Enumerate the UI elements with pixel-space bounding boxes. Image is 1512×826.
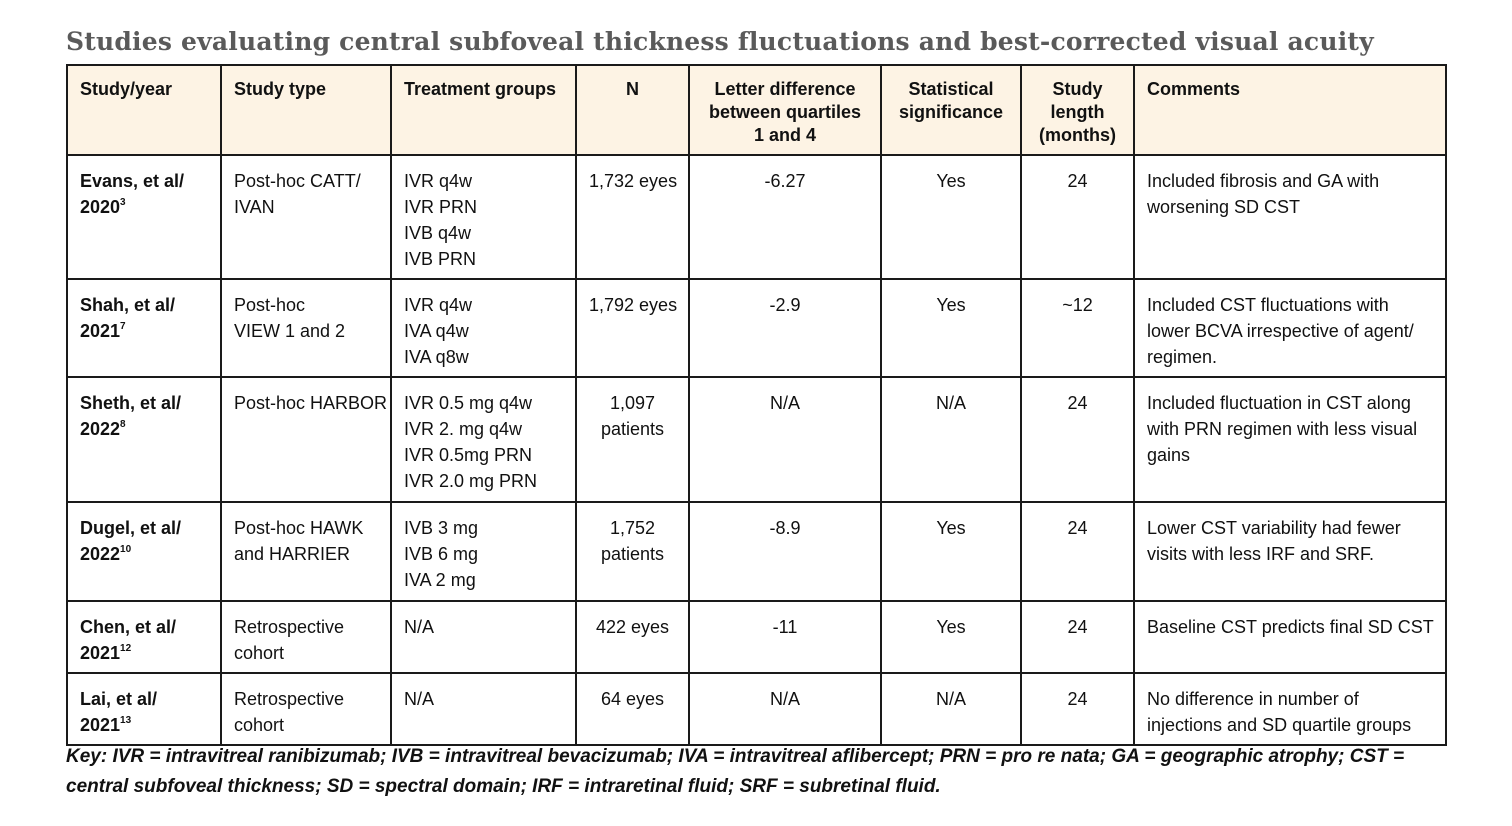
study-year: 2021 xyxy=(80,643,121,663)
study-author: Lai, et al/ xyxy=(80,689,158,709)
sample-size-line: patients xyxy=(600,544,665,564)
cell-study-year xyxy=(67,377,221,502)
study-author: Chen, et al/ xyxy=(80,617,177,637)
col-header-study-length: Study length (months) xyxy=(1021,65,1134,155)
cell-n xyxy=(576,601,689,673)
cell-comments xyxy=(1134,601,1446,673)
study-author: Shah, et al/ xyxy=(80,295,176,315)
study-year-line xyxy=(80,318,208,344)
study-year-line xyxy=(80,712,208,738)
table-row xyxy=(67,601,1446,673)
cell-statistical-significance: Yes xyxy=(881,502,1021,601)
col-header-study-type: Study type xyxy=(221,65,391,155)
reference-number: 3 xyxy=(120,197,126,208)
sample-size-line: 1,752 xyxy=(609,518,656,538)
cell-letter-difference: -11 xyxy=(689,601,881,673)
study-year: 2021 xyxy=(80,321,121,341)
comment-line: Lower CST variability had fewer xyxy=(1147,518,1401,538)
study-year-line xyxy=(80,416,208,442)
treatment-group: IVA 2 mg xyxy=(404,570,476,590)
table-row xyxy=(67,377,1446,502)
cell-comments xyxy=(1134,279,1446,377)
treatment-group: IVR q4w xyxy=(404,295,473,315)
studies-table xyxy=(66,64,1447,746)
sample-size-line: 1,732 eyes xyxy=(589,171,678,191)
col-header-treatment-groups: Treatment groups xyxy=(391,65,576,155)
study-author: Sheth, et al/ xyxy=(80,393,182,413)
comment-line: Baseline CST predicts final SD CST xyxy=(1147,617,1434,637)
cell-letter-difference: N/A xyxy=(689,673,881,745)
cell-study-year xyxy=(67,155,221,279)
abbreviation-key: Key: IVR = intravitreal ranibizumab; IVB = intravitreal bevacizumab; IVA = intravitreal aflibercept; PRN = pro re nata; GA = geographic atrophy; CST = central subfoveal thickness; SD = spectral domain; IRF = intraretinal fluid; SRF = subretinal fluid. xyxy=(66,746,1405,797)
study-author: Evans, et al/ xyxy=(80,171,185,191)
table-row xyxy=(67,155,1446,279)
cell-study-length: 24 xyxy=(1021,377,1134,502)
cell-study-length: 24 xyxy=(1021,155,1134,279)
table-body xyxy=(67,155,1446,745)
treatment-group: IVR 0.5 mg q4w xyxy=(404,393,533,413)
study-type-line: Post-hoc HAWK xyxy=(234,518,364,538)
study-author: Dugel, et al/ xyxy=(80,518,182,538)
cell-study-type xyxy=(221,377,391,502)
sample-size-line: 64 eyes xyxy=(600,689,665,709)
cell-statistical-significance: Yes xyxy=(881,279,1021,377)
col-header-statistical-significance: Statistical significance xyxy=(881,65,1021,155)
reference-number: 12 xyxy=(120,643,132,654)
treatment-group: IVA q8w xyxy=(404,347,469,367)
study-year: 2022 xyxy=(80,544,121,564)
cell-study-length: 24 xyxy=(1021,601,1134,673)
study-type-line: Post-hoc HARBOR xyxy=(234,393,388,413)
study-year-line xyxy=(80,194,208,220)
study-type-line: cohort xyxy=(234,643,285,663)
cell-study-length: 24 xyxy=(1021,502,1134,601)
comment-line: lower BCVA irrespective of agent/ xyxy=(1147,321,1414,341)
cell-study-type xyxy=(221,155,391,279)
study-year-line xyxy=(80,640,208,666)
treatment-group: N/A xyxy=(404,689,435,709)
cell-letter-difference: -2.9 xyxy=(689,279,881,377)
treatment-group: IVB PRN xyxy=(404,249,477,269)
cell-statistical-significance: N/A xyxy=(881,377,1021,502)
comment-line: No difference in number of xyxy=(1147,689,1359,709)
reference-number: 10 xyxy=(120,544,132,555)
cell-study-length: 24 xyxy=(1021,673,1134,745)
treatment-group: IVR PRN xyxy=(404,197,478,217)
comment-line: regimen. xyxy=(1147,347,1218,367)
cell-n xyxy=(576,673,689,745)
comment-line: with PRN regimen with less visual xyxy=(1147,419,1418,439)
table-title: Studies evaluating central subfoveal thickness fluctuations and best-corrected visual acuity xyxy=(66,27,1374,56)
cell-treatment-groups xyxy=(391,673,576,745)
study-type-line: cohort xyxy=(234,715,285,735)
treatment-group: IVR 2.0 mg PRN xyxy=(404,471,538,491)
sample-size-line: 1,792 eyes xyxy=(589,295,678,315)
cell-treatment-groups xyxy=(391,377,576,502)
treatment-group: IVB 6 mg xyxy=(404,544,479,564)
cell-comments xyxy=(1134,502,1446,601)
cell-comments xyxy=(1134,673,1446,745)
sample-size-line: 422 eyes xyxy=(595,617,670,637)
study-year: 2022 xyxy=(80,419,121,439)
cell-n xyxy=(576,279,689,377)
comment-line: gains xyxy=(1147,445,1191,465)
cell-study-year xyxy=(67,279,221,377)
sample-size-line: patients xyxy=(600,419,665,439)
cell-study-type xyxy=(221,502,391,601)
treatment-group: IVB q4w xyxy=(404,223,472,243)
cell-study-year xyxy=(67,502,221,601)
treatment-group: IVA q4w xyxy=(404,321,469,341)
treatment-group: N/A xyxy=(404,617,435,637)
treatment-group: IVR 2. mg q4w xyxy=(404,419,523,439)
cell-study-year xyxy=(67,673,221,745)
comment-line: worsening SD CST xyxy=(1147,197,1301,217)
reference-number: 7 xyxy=(120,321,126,332)
cell-letter-difference: -8.9 xyxy=(689,502,881,601)
study-year: 2020 xyxy=(80,197,121,217)
cell-letter-difference: N/A xyxy=(689,377,881,502)
cell-n xyxy=(576,155,689,279)
study-type-line: Post-hoc CATT/ xyxy=(234,171,361,191)
header-row xyxy=(67,65,1446,155)
cell-study-type xyxy=(221,279,391,377)
cell-treatment-groups xyxy=(391,155,576,279)
study-year-line xyxy=(80,541,208,567)
cell-study-type xyxy=(221,673,391,745)
col-header-comments: Comments xyxy=(1134,65,1446,155)
cell-letter-difference: -6.27 xyxy=(689,155,881,279)
cell-treatment-groups xyxy=(391,502,576,601)
treatment-group: IVR q4w xyxy=(404,171,473,191)
cell-statistical-significance: Yes xyxy=(881,155,1021,279)
comment-line: injections and SD quartile groups xyxy=(1147,715,1412,735)
cell-statistical-significance: N/A xyxy=(881,673,1021,745)
study-type-line: Post-hoc xyxy=(234,295,306,315)
table-row xyxy=(67,673,1446,745)
cell-treatment-groups xyxy=(391,279,576,377)
cell-n xyxy=(576,377,689,502)
study-type-line: IVAN xyxy=(234,197,275,217)
reference-number: 8 xyxy=(120,419,126,430)
table-row xyxy=(67,279,1446,377)
col-header-letter-difference: Letter difference between quartiles 1 and 4 xyxy=(689,65,881,155)
study-type-line: VIEW 1 and 2 xyxy=(234,321,346,341)
treatment-group: IVB 3 mg xyxy=(404,518,479,538)
cell-comments xyxy=(1134,377,1446,502)
comment-line: Included CST fluctuations with xyxy=(1147,295,1389,315)
comment-line: visits with less IRF and SRF. xyxy=(1147,544,1375,564)
cell-comments xyxy=(1134,155,1446,279)
comment-line: Included fluctuation in CST along xyxy=(1147,393,1411,413)
cell-study-year xyxy=(67,601,221,673)
sample-size-line: 1,097 xyxy=(609,393,656,413)
study-type-line: Retrospective xyxy=(234,689,345,709)
study-type-line: Retrospective xyxy=(234,617,345,637)
table-row xyxy=(67,502,1446,601)
comment-line: Included fibrosis and GA with xyxy=(1147,171,1380,191)
col-header-n: N xyxy=(576,65,689,155)
col-header-study-year: Study/year xyxy=(67,65,221,155)
cell-study-length: ~12 xyxy=(1021,279,1134,377)
cell-treatment-groups xyxy=(391,601,576,673)
cell-study-type xyxy=(221,601,391,673)
cell-n xyxy=(576,502,689,601)
study-year: 2021 xyxy=(80,715,121,735)
cell-statistical-significance: Yes xyxy=(881,601,1021,673)
treatment-group: IVR 0.5mg PRN xyxy=(404,445,533,465)
reference-number: 13 xyxy=(120,715,132,726)
study-type-line: and HARRIER xyxy=(234,544,351,564)
